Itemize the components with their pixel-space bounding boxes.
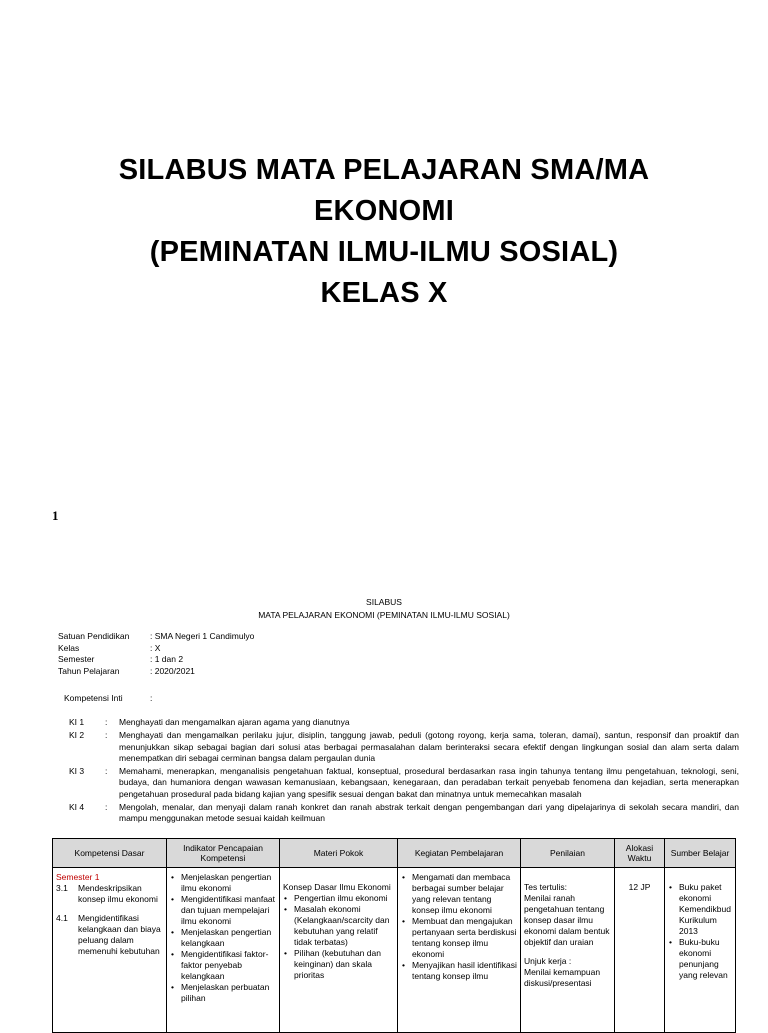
- sumber-list: [668, 882, 732, 981]
- ki-row: [69, 802, 739, 825]
- materi-intro: Konsep Dasar Ilmu Ekonomi: [283, 882, 391, 892]
- kd-item: [56, 883, 163, 905]
- syllabus-table: [52, 838, 736, 1033]
- document-title: SILABUS: [366, 597, 402, 607]
- header-materi-pokok: Materi Pokok: [280, 839, 398, 868]
- ki-code: KI 2: [69, 730, 85, 741]
- kd-text: Mendeskripsikan konsep ilmu ekonomi: [78, 883, 158, 904]
- cover-title: [0, 150, 768, 314]
- cover-title-line-4: KELAS X: [320, 277, 448, 309]
- header-sumber-belajar: Sumber Belajar: [665, 839, 736, 868]
- document-subtitle: MATA PELAJARAN EKONOMI (PEMINATAN ILMU-ILMU SOSIAL): [258, 610, 510, 620]
- penilaian-unjuk-title: Unjuk kerja :: [524, 956, 572, 966]
- header-alokasi-waktu: Alokasi Waktu: [615, 839, 665, 868]
- cell-sumber-belajar: [665, 868, 736, 1033]
- penilaian-unjuk-text: Menilai kemampuan diskusi/presentasi: [524, 967, 601, 988]
- list-item: • Mengidentifikasi manfaat dan tujuan mempelajari ilmu ekonomi: [181, 894, 276, 927]
- school-info: [58, 631, 254, 677]
- info-row: [58, 654, 254, 666]
- list-item: • Membuat dan mengajukan pertanyaan serta berdiskusi tentang konsep ilmu ekonomi: [412, 916, 517, 960]
- list-item: • Mengamati dan membaca berbagai sumber belajar yang relevan tentang konsep ilmu ekonomi: [412, 872, 517, 916]
- ki-colon: :: [105, 802, 108, 813]
- page-number: 1: [52, 508, 59, 523]
- header-kegiatan: Kegiatan Pembelajaran: [398, 839, 521, 868]
- ki-heading-label: Kompetensi Inti: [64, 693, 123, 703]
- ki-list: [69, 717, 739, 827]
- ki-colon: :: [105, 717, 108, 727]
- info-row: [58, 666, 254, 678]
- list-item: • Buku paket ekonomi Kemendikbud Kurikulum 2013: [679, 882, 732, 937]
- table-header-row: [53, 839, 736, 868]
- materi-list: [283, 893, 394, 981]
- ki-text: Mengolah, menalar, dan menyaji dalam ranah konkret dan ranah abstrak terkait dengan pengembangan dari yang dipelajarinya di sekolah secara mandiri, dan mampu menggunakan metode sesuai kaidah keilmuan: [119, 802, 739, 824]
- kd-text: Mengidentifikasi kelangkaan dan biaya peluang dalam memenuhi kebutuhan: [78, 913, 161, 956]
- list-item: • Menyajikan hasil identifikasi tentang konsep ilmu: [412, 960, 517, 982]
- list-item: • Pengertian ilmu ekonomi: [294, 893, 394, 904]
- header-indikator: Indikator Pencapaian Kompetensi: [167, 839, 280, 868]
- kd-item: [56, 913, 163, 957]
- cover-title-line-1: SILABUS MATA PELAJARAN SMA/MA: [118, 154, 650, 186]
- penilaian-tes-text: Menilai ranah pengetahuan tentang konsep dasar ilmu ekonomi dalam bentuk objektif dan uraian: [524, 893, 610, 947]
- header-kompetensi-dasar: Kompetensi Dasar: [53, 839, 167, 868]
- ki-row: [69, 730, 739, 764]
- cover-title-line-3: (PEMINATAN ILMU-ILMU SOSIAL): [149, 236, 619, 268]
- cell-indikator: [167, 868, 280, 1033]
- ki-heading: [64, 693, 152, 703]
- semester-label: Semester 1: [56, 872, 100, 882]
- cell-materi-pokok: [280, 868, 398, 1033]
- ki-row: [69, 766, 739, 800]
- ki-code: KI 4: [69, 802, 85, 813]
- cell-kompetensi-dasar: [53, 868, 167, 1033]
- alokasi-value: 12 JP: [628, 882, 651, 892]
- kegiatan-list: [401, 872, 517, 982]
- info-value: : SMA Negeri 1 Candimulyo: [150, 631, 255, 641]
- ki-text: Menghayati dan mengamalkan perilaku jujur, disiplin, tanggung jawab, peduli (gotong royong, kerja sama, toleran, damai), santun, responsif dan proaktif dan menunjukkan sikap sebagai bagian dari solusi atas berbagai permasalahan dalam berinteraksi secara efektif dengan lingkungan sosial dan alam serta dalam menempatkan diri sebagai cerminan bangsa dalam pergaulan dunia: [119, 730, 739, 763]
- list-item: • Pilihan (kebutuhan dan keinginan) dan skala prioritas: [294, 948, 394, 981]
- ki-text: Memahami, menerapkan, menganalisis pengetahuan faktual, konseptual, prosedural berdasarkan rasa ingin tahunya tentang ilmu pengetahuan, teknologi, seni, budaya, dan humaniora dengan wawasan kemanusiaan, kebangsaan, kenegaraan, dan peradaban terkait penyebab fenomena dan kejadian, serta menerapkan pengetahuan prosedural pada bidang kajian yang spesifik sesuai dengan bakat dan minatnya untuk memecahkan masalah: [119, 766, 739, 799]
- info-row: [58, 631, 254, 643]
- ki-row: [69, 717, 739, 728]
- document-heading: [0, 596, 768, 622]
- cell-kegiatan: [398, 868, 521, 1033]
- list-item: • Buku-buku ekonomi penunjang yang relevan: [679, 937, 732, 981]
- ki-code: KI 3: [69, 766, 85, 777]
- indikator-list: [170, 872, 276, 1004]
- header-penilaian: Penilaian: [521, 839, 615, 868]
- info-label: Kelas: [58, 642, 80, 653]
- list-item: • Menjelaskan pengertian kelangkaan: [181, 927, 276, 949]
- ki-heading-colon: :: [150, 693, 153, 703]
- ki-colon: :: [105, 730, 108, 741]
- ki-colon: :: [105, 766, 108, 777]
- info-row: [58, 643, 254, 655]
- list-item: • Menjelaskan perbuatan pilihan: [181, 982, 276, 1004]
- info-label: Semester: [58, 654, 95, 665]
- kd-number: 4.1: [56, 913, 68, 923]
- cover-title-line-2: EKONOMI: [314, 195, 454, 227]
- info-value: : 1 dan 2: [150, 654, 184, 665]
- penilaian-tes-title: Tes tertulis:: [524, 882, 567, 892]
- info-value: : X: [150, 642, 161, 653]
- list-item: • Menjelaskan pengertian ilmu ekonomi: [181, 872, 276, 894]
- kd-number: 3.1: [56, 883, 68, 893]
- list-item: • Mengidentifikasi faktor-faktor penyebab kelangkaan: [181, 949, 276, 982]
- table-row: [53, 868, 736, 1033]
- info-label: Satuan Pendidikan: [58, 631, 130, 641]
- info-label: Tahun Pelajaran: [58, 665, 120, 676]
- cell-penilaian: [521, 868, 615, 1033]
- cell-alokasi-waktu: [615, 868, 665, 1033]
- list-item: • Masalah ekonomi (Kelangkaan/scarcity dan kebutuhan yang relatif tidak terbatas): [294, 904, 394, 948]
- ki-code: KI 1: [69, 717, 85, 727]
- ki-text: Menghayati dan mengamalkan ajaran agama yang dianutnya: [119, 717, 350, 727]
- info-value: : 2020/2021: [150, 665, 195, 676]
